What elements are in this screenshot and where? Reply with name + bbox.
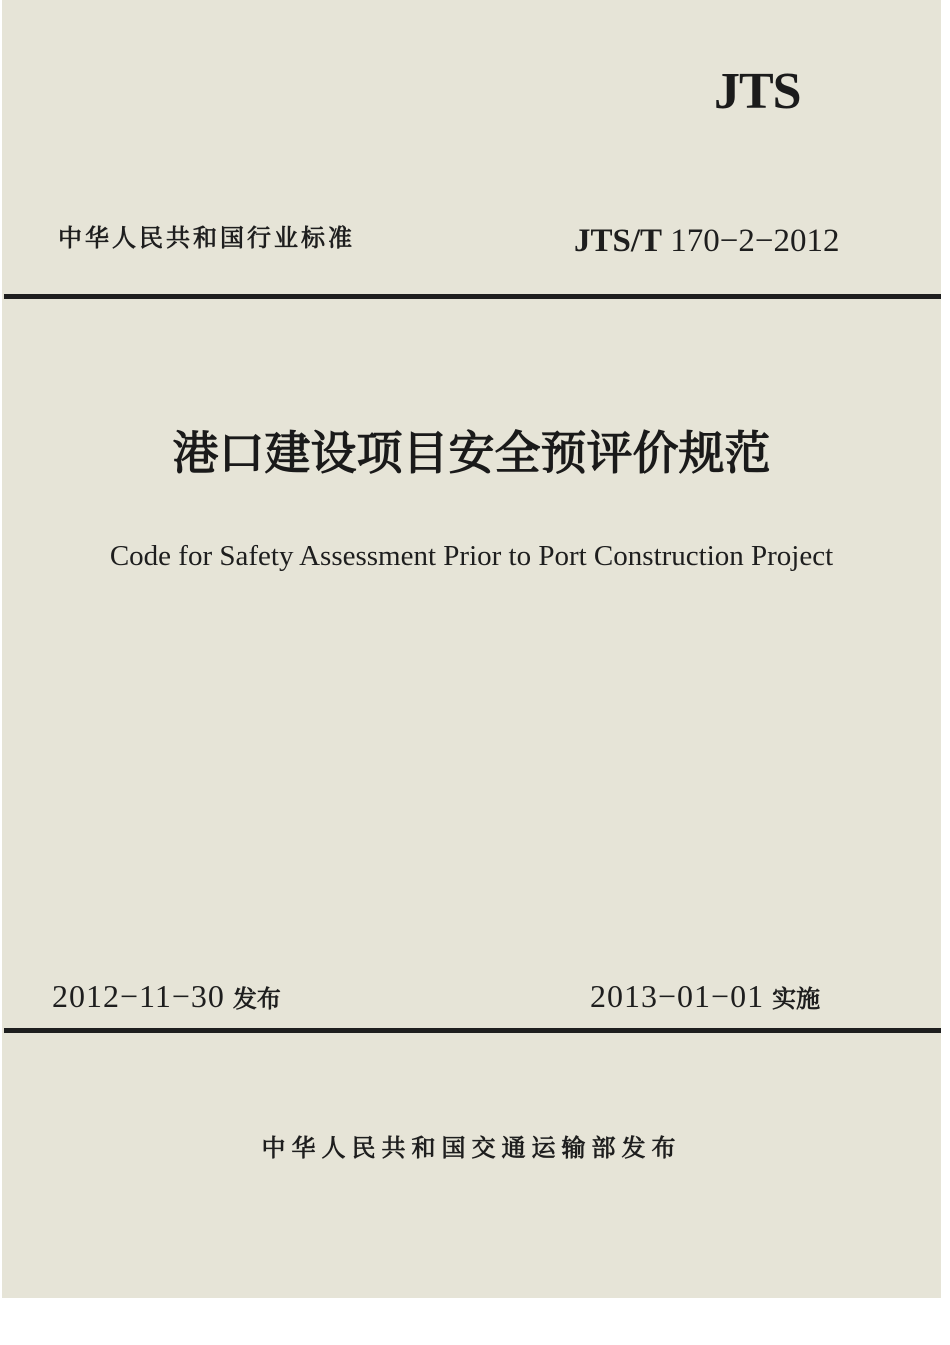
jts-logo: JTS	[714, 63, 801, 120]
bottom-divider	[4, 1028, 941, 1033]
standard-category: 中华人民共和国行业标准	[58, 224, 355, 252]
publisher: 中华人民共和国交通运输部发布	[261, 1134, 682, 1162]
top-divider	[4, 294, 941, 299]
implementation-date-value: 2013−01−01	[590, 978, 765, 1014]
issue-date	[52, 977, 281, 1015]
standard-code	[574, 222, 840, 262]
issue-date-label: 发布	[232, 985, 281, 1013]
implementation-date	[590, 977, 820, 1015]
issue-date-value: 2012−11−30	[52, 978, 225, 1014]
standard-code-prefix: JTS/T	[574, 223, 663, 259]
title-english: Code for Safety Assessment Prior to Port Construction Project	[109, 540, 834, 572]
cover-page	[2, 0, 941, 1298]
standard-code-number: 170−2−2012	[670, 223, 840, 259]
title-chinese: 港口建设项目安全预评价规范	[172, 426, 771, 480]
implementation-date-label: 实施	[772, 985, 821, 1013]
